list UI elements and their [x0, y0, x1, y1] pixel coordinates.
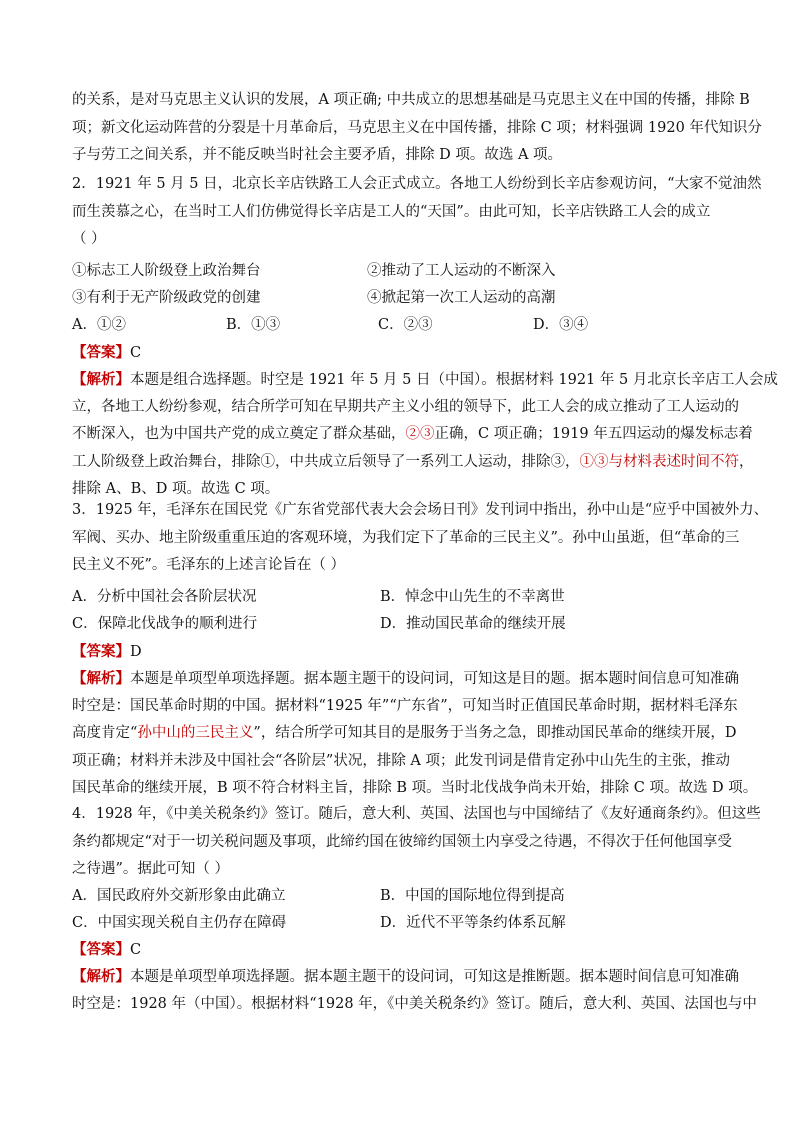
text-line: 4．1928 年，《中美关税条约》签订。随后，意大利、英国、法国也与中国缔结了《友好通商条约》。但这些: [72, 806, 761, 822]
text-line: 民主义不死”。毛泽东的上述言论旨在（ ）: [72, 557, 346, 573]
intro-paragraph: [72, 87, 762, 170]
text-line: 军阀、买办、地主阶级重重压迫的客观环境，为我们定下了革命的三民主义”。孙中山虽逝，但“革命的三: [72, 529, 740, 546]
text-line: 本题是单项型单项选择题。据本题主题干的设问词，可知这是推断题。据本题时间信息可知准确: [130, 969, 739, 985]
text-line: 项正确；材料并未涉及中国社会“各阶层”状况，排除 A 项；此发刊词是借肯定孙中山先生的主张，推动: [72, 752, 731, 769]
text-line: 2．1921 年 5 月 5 日，北京长辛店铁路工人会正式成立。各地工人纷纷到长辛店参观访问，“大家不觉油然: [72, 176, 762, 192]
q4-analysis: [72, 963, 757, 1018]
answer-value: D: [130, 644, 142, 660]
answer-tag: 【答案】: [72, 643, 130, 660]
q3-analysis: [72, 665, 758, 803]
q4-option-c: C．中国实现关税自主仍存在障碍: [72, 915, 287, 931]
text-line: 立，各地工人纷纷参观，结合所学可知在早期共产主义小组的领导下，此工人会的成立推动了工人运动的: [72, 398, 739, 415]
highlight-text: ②③: [405, 426, 435, 442]
answer-value: C: [130, 345, 142, 361]
q2-answer: [72, 339, 726, 367]
q3-option-b: B．悼念中山先生的不幸离世: [380, 589, 565, 605]
q2-item-2: ②推动了工人运动的不断深入: [367, 263, 556, 279]
text-line: 排除 A、B、D 项。故选 C 项。: [72, 481, 280, 497]
text-line: 本题是单项型单项选择题。据本题主题干的设问词，可知这是目的题。据本题时间信息可知准确: [130, 671, 739, 687]
text-segment: 高度肯定“: [72, 725, 138, 741]
text-line: 子与劳工之间关系，并不能反映当时社会主要矛盾，排除 D 项。故选 A 项。: [72, 147, 563, 163]
text-line: 项；新文化运动阵营的分裂是十月革命后，马克思主义在中国传播，排除 C 项；材料强调 1920 年代知识分: [72, 119, 762, 136]
text-segment: 不断深入，也为中国共产党的成立奠定了群众基础，: [72, 426, 406, 442]
text-segment: ，: [739, 453, 754, 470]
text-line: 时空是：1928 年（中国）。根据材料“1928 年，《中美关税条约》签订。随后，意大利、英国、法国也与中: [72, 995, 757, 1012]
question-4-stem: [72, 801, 761, 884]
text-line: 条约都规定“对于一切关税问题及事项，此缔约国在彼缔约国领土内享受之待遇，不得次于任何他国享受: [72, 833, 732, 850]
text-line: 本题是组合选择题。时空是 1921 年 5 月 5 日（中国）。根据材料 1921 年 5 月北京长辛店工人会成: [130, 372, 778, 388]
q4-option-d: D．近代不平等条约体系瓦解: [380, 915, 566, 931]
q4-option-a: A．国民政府外交新形象由此确立: [72, 888, 286, 904]
q2-choice-d: D．③④: [533, 317, 589, 333]
answer-value: C: [130, 942, 142, 958]
highlight-text: ①③与材料表述时间不符: [579, 453, 739, 470]
q3-option-a: A．分析中国社会各阶层状况: [72, 589, 257, 605]
q4-answer: [72, 936, 726, 964]
q2-choice-a: A．①②: [72, 317, 126, 333]
text-segment: 正确，C 项正确；1919 年五四运动的爆发标志着: [434, 426, 753, 442]
text-line: 之待遇”。据此可知（ ）: [72, 861, 230, 877]
q2-analysis: [72, 366, 778, 504]
text-line: 3．1925 年，毛泽东在国民党《广东省党部代表大会会场日刊》发刊词中指出，孙中山是“应乎中国被外力、: [72, 502, 769, 518]
analysis-tag: 【解析】: [72, 371, 130, 388]
q3-option-d: D．推动国民革命的继续开展: [380, 616, 566, 632]
text-line: 时空是：国民革命时期的中国。据材料“1925 年”“广东省”，可知当时正值国民革命时期，据材料毛泽东: [72, 697, 738, 714]
question-2-stem: [72, 171, 762, 254]
q2-choice-c: C．②③: [378, 317, 433, 333]
q2-item-3: ③有利于无产阶级政党的创建: [72, 290, 261, 306]
highlight-text: 孙中山的三民主义: [137, 725, 254, 741]
text-line: 的关系，是对马克思主义认识的发展，A 项正确; 中共成立的思想基础是马克思主义在中国的传播，排除 B: [72, 92, 750, 108]
question-3-stem: [72, 497, 769, 580]
text-line: 而生羡慕之心，在当时工人们仿佛觉得长辛店是工人的“天国”。由此可知，长辛店铁路工人会的成立: [72, 203, 711, 220]
answer-tag: 【答案】: [72, 344, 130, 361]
answer-tag: 【答案】: [72, 941, 130, 958]
text-segment: 工人阶级登上政治舞台，排除①，中共成立后领导了一系列工人运动，排除③，: [72, 453, 580, 470]
q3-answer: [72, 638, 726, 666]
q4-option-b: B．中国的国际地位得到提高: [380, 888, 565, 904]
q2-item-1: ①标志工人阶级登上政治舞台: [72, 263, 261, 279]
q3-option-c: C．保障北伐战争的顺利进行: [72, 616, 258, 632]
analysis-tag: 【解析】: [72, 670, 130, 687]
text-segment: ”，结合所学可知其目的是服务于当务之急，即推动国民革命的继续开展，D: [253, 725, 737, 741]
q2-choice-b: B．①③: [226, 317, 281, 333]
analysis-tag: 【解析】: [72, 968, 130, 985]
text-line: 国民革命的继续开展，B 项不符合材料主旨，排除 B 项。当时北伐战争尚未开始，排除 C 项。故选 D 项。: [72, 780, 758, 796]
q2-item-4: ④掀起第一次工人运动的高潮: [367, 290, 556, 306]
text-line: （ ）: [72, 231, 106, 247]
